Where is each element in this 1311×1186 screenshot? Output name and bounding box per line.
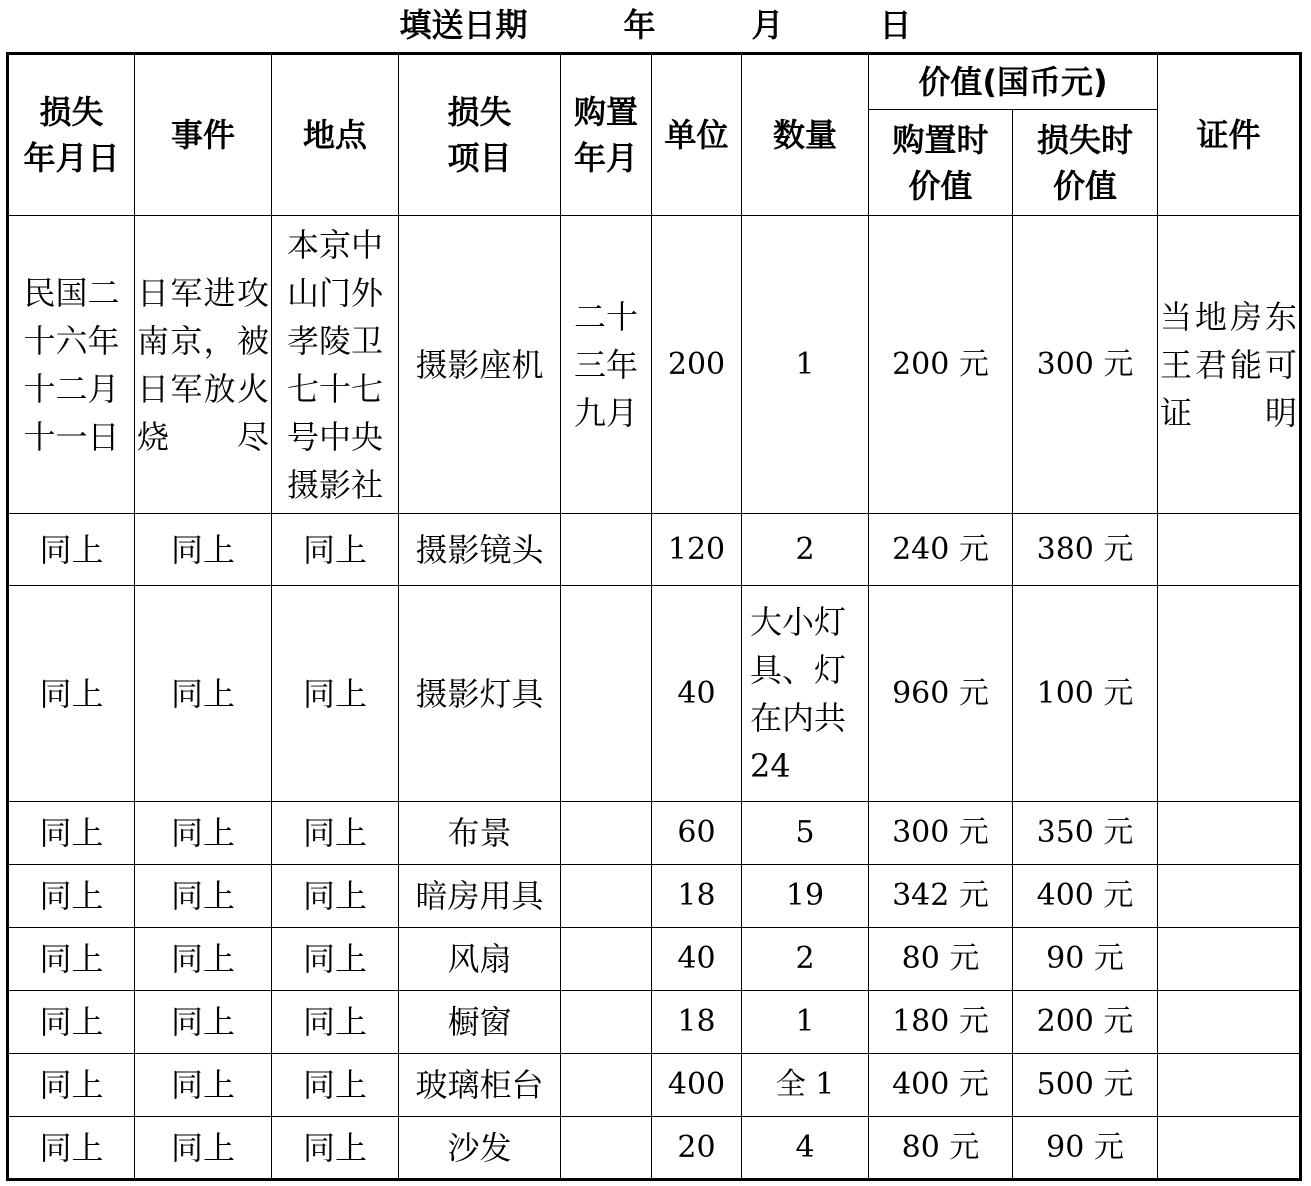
cell-loss-date: 同上 (8, 865, 135, 928)
cell-value-at-loss: 90 元 (1013, 1117, 1158, 1180)
cell-value-at-purchase: 180 元 (869, 991, 1013, 1054)
cell-quantity: 1 (742, 216, 869, 514)
cell-quantity: 2 (742, 928, 869, 991)
cell-loss-date: 同上 (8, 1054, 135, 1117)
cell-value-at-loss: 500 元 (1013, 1054, 1158, 1117)
table-row (8, 928, 1301, 991)
cell-value-at-loss: 90 元 (1013, 928, 1158, 991)
cell-quantity: 大小灯 具、灯 在内共 24 (742, 586, 869, 802)
cell-event: 同上 (135, 928, 272, 991)
cell-quantity: 5 (742, 802, 869, 865)
table-row (8, 216, 1301, 514)
cell-unit: 18 (652, 991, 742, 1054)
cell-quantity: 1 (742, 991, 869, 1054)
cell-location: 同上 (272, 1117, 399, 1180)
cell-value-at-loss: 300 元 (1013, 216, 1158, 514)
cell-location: 同上 (272, 865, 399, 928)
cell-value-at-purchase: 300 元 (869, 802, 1013, 865)
cell-event: 同上 (135, 586, 272, 802)
cell-item: 布景 (399, 802, 561, 865)
cell-loss-date: 同上 (8, 928, 135, 991)
cell-location: 同上 (272, 1054, 399, 1117)
cell-purchase-date (561, 991, 652, 1054)
table-row (8, 514, 1301, 586)
cell-purchase-date (561, 928, 652, 991)
header-unit: 单位 (652, 54, 742, 216)
cell-location: 本京中 山门外 孝陵卫 七十七 号中央 摄影社 (272, 216, 399, 514)
cell-unit: 400 (652, 1054, 742, 1117)
cell-value-at-purchase: 80 元 (869, 1117, 1013, 1180)
table-row (8, 1117, 1301, 1180)
cell-event: 同上 (135, 1117, 272, 1180)
cell-location: 同上 (272, 802, 399, 865)
header-value-group: 价值(国币元) (869, 54, 1158, 110)
cell-purchase-date (561, 802, 652, 865)
cell-item: 风扇 (399, 928, 561, 991)
cell-value-at-loss: 200 元 (1013, 991, 1158, 1054)
header-value-at-purchase: 购置时 价值 (869, 110, 1013, 216)
cell-event: 同上 (135, 865, 272, 928)
cell-item: 摄影座机 (399, 216, 561, 514)
cell-location: 同上 (272, 514, 399, 586)
cell-unit: 40 (652, 586, 742, 802)
cell-unit: 20 (652, 1117, 742, 1180)
header-quantity: 数量 (742, 54, 869, 216)
header-purchase-date: 购置 年月 (561, 54, 652, 216)
header-certificate: 证件 (1158, 54, 1301, 216)
cell-item: 暗房用具 (399, 865, 561, 928)
cell-value-at-loss: 380 元 (1013, 514, 1158, 586)
cell-value-at-purchase: 200 元 (869, 216, 1013, 514)
table-row (8, 865, 1301, 928)
cell-location: 同上 (272, 586, 399, 802)
cell-certificate (1158, 514, 1301, 586)
cell-unit: 60 (652, 802, 742, 865)
table-row (8, 802, 1301, 865)
cell-purchase-date (561, 865, 652, 928)
cell-event: 同上 (135, 514, 272, 586)
cell-unit: 18 (652, 865, 742, 928)
cell-loss-date: 同上 (8, 586, 135, 802)
cell-item: 摄影镜头 (399, 514, 561, 586)
cell-purchase-date (561, 514, 652, 586)
cell-value-at-purchase: 400 元 (869, 1054, 1013, 1117)
cell-certificate (1158, 928, 1301, 991)
header-value-at-loss: 损失时 价值 (1013, 110, 1158, 216)
header-loss-item: 损失 项目 (399, 54, 561, 216)
cell-event: 同上 (135, 802, 272, 865)
cell-quantity: 19 (742, 865, 869, 928)
cell-value-at-purchase: 80 元 (869, 928, 1013, 991)
cell-item: 摄影灯具 (399, 586, 561, 802)
cell-loss-date: 同上 (8, 802, 135, 865)
cell-quantity: 全 1 (742, 1054, 869, 1117)
cell-purchase-date (561, 1054, 652, 1117)
cell-value-at-purchase: 960 元 (869, 586, 1013, 802)
cell-certificate (1158, 865, 1301, 928)
cell-purchase-date: 二十 三年 九月 (561, 216, 652, 514)
cell-item: 沙发 (399, 1117, 561, 1180)
cell-loss-date: 同上 (8, 514, 135, 586)
cell-location: 同上 (272, 991, 399, 1054)
table-row (8, 991, 1301, 1054)
cell-value-at-loss: 100 元 (1013, 586, 1158, 802)
cell-certificate (1158, 1054, 1301, 1117)
header-event: 事件 (135, 54, 272, 216)
cell-loss-date: 同上 (8, 1117, 135, 1180)
cell-certificate (1158, 1117, 1301, 1180)
cell-certificate (1158, 586, 1301, 802)
cell-event: 同上 (135, 1054, 272, 1117)
header-loss-date: 损失 年月日 (8, 54, 135, 216)
cell-quantity: 2 (742, 514, 869, 586)
cell-event: 同上 (135, 991, 272, 1054)
fill-date-line: 填送日期 年 月 日 (399, 6, 912, 44)
cell-item: 橱窗 (399, 991, 561, 1054)
cell-value-at-purchase: 342 元 (869, 865, 1013, 928)
cell-value-at-loss: 400 元 (1013, 865, 1158, 928)
table-row (8, 1054, 1301, 1117)
cell-value-at-loss: 350 元 (1013, 802, 1158, 865)
cell-certificate (1158, 802, 1301, 865)
cell-location: 同上 (272, 928, 399, 991)
cell-unit: 200 (652, 216, 742, 514)
cell-certificate: 当地房东王君能可证明 (1158, 216, 1301, 514)
cell-certificate (1158, 991, 1301, 1054)
cell-unit: 40 (652, 928, 742, 991)
cell-loss-date: 同上 (8, 991, 135, 1054)
cell-loss-date: 民国二 十六年 十二月 十一日 (8, 216, 135, 514)
cell-purchase-date (561, 1117, 652, 1180)
cell-event: 日军进攻南京，被日军放火烧尽 (135, 216, 272, 514)
cell-item: 玻璃柜台 (399, 1054, 561, 1117)
cell-unit: 120 (652, 514, 742, 586)
header-location: 地点 (272, 54, 399, 216)
table-row (8, 586, 1301, 802)
loss-report-table (6, 52, 1302, 1181)
cell-purchase-date (561, 586, 652, 802)
cell-value-at-purchase: 240 元 (869, 514, 1013, 586)
cell-quantity: 4 (742, 1117, 869, 1180)
